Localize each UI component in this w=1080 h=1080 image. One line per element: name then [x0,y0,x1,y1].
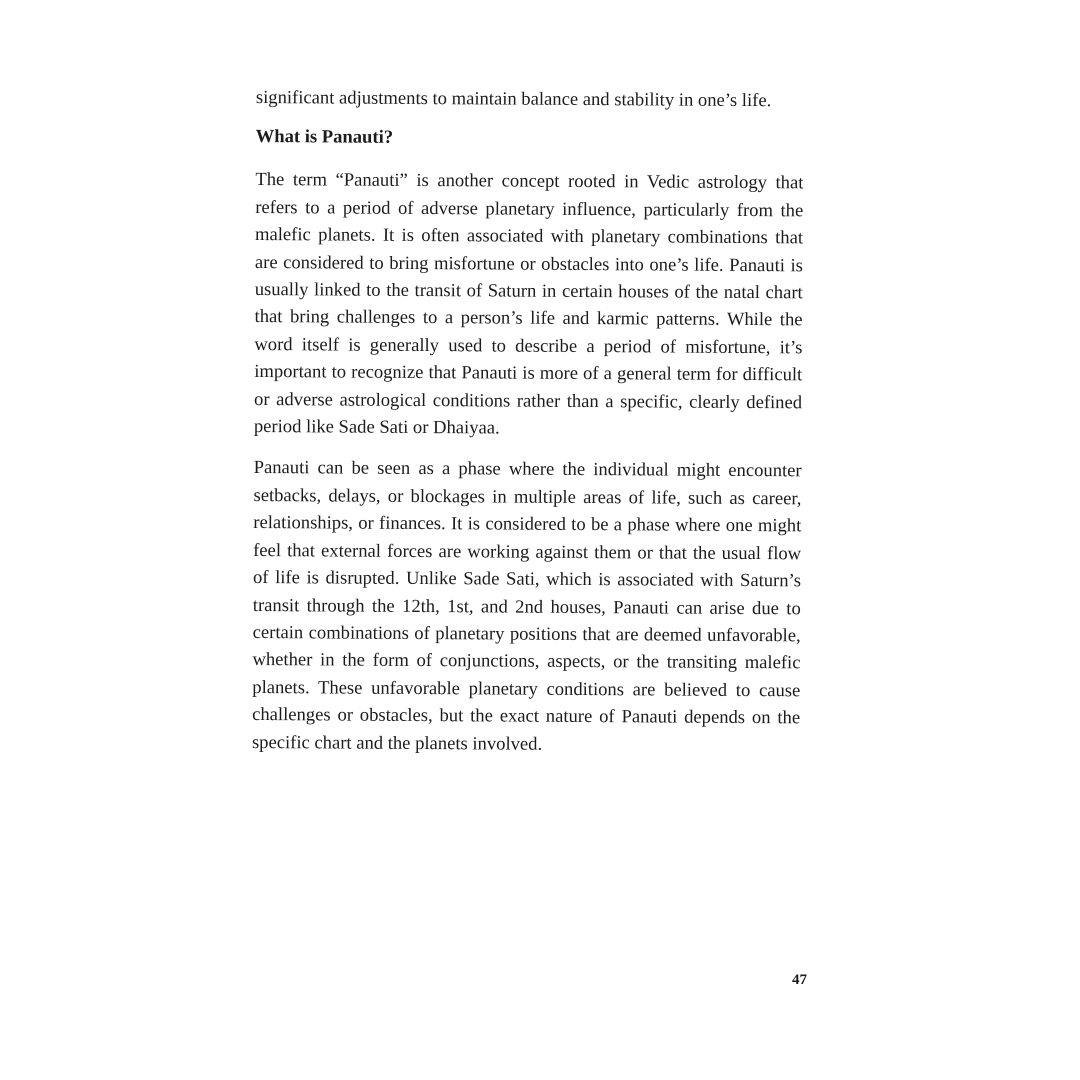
body-paragraph-1: The term “Panauti” is another concept rooted in Vedic astrology that refers to a period of adverse planetary influence, particularly from the malefic planets. It is often associated with planetary combinations that are considered to bring misfortune or obstacles into one’s life. Panauti is usually linked to the transit of Saturn in certain houses of the natal chart that bring challenges to a person’s life and karmic patterns. While the word itself is generally used to describe a period of misfortune, it’s important to recognize that Panauti is more of a general term for difficult or adverse astrological conditions rather than a specific, clearly defined period like Sade Sati or Dhaiyaa. [253,169,804,439]
intro-paragraph-fragment: significant adjustments to maintain balance and stability in one’s life. [255,86,772,112]
section-heading: What is Panauti? [255,126,394,149]
page-text-block [252,84,804,759]
body-paragraph-2: Panauti can be seen as a phase where the individual might encounter setbacks, delays, or blockages in multiple areas of life, such as career, relationships, or finances. It is considered to be a phase where one might feel that external forces are working against them or that the usual flow of life is disrupted. Unlike Sade Sati, which is associated with Saturn’s transit through the 12th, 1st, and 2nd houses, Panauti can arise due to certain combinations of planetary positions that are deemed unfavorable, whether in the form of conjunctions, aspects, or the transiting malefic planets. These unfavorable planetary conditions are believed to cause challenges or obstacles, but the exact nature of Panauti depends on the specific chart and the planets involved. [251,457,802,755]
page-number: 47 [792,972,807,988]
